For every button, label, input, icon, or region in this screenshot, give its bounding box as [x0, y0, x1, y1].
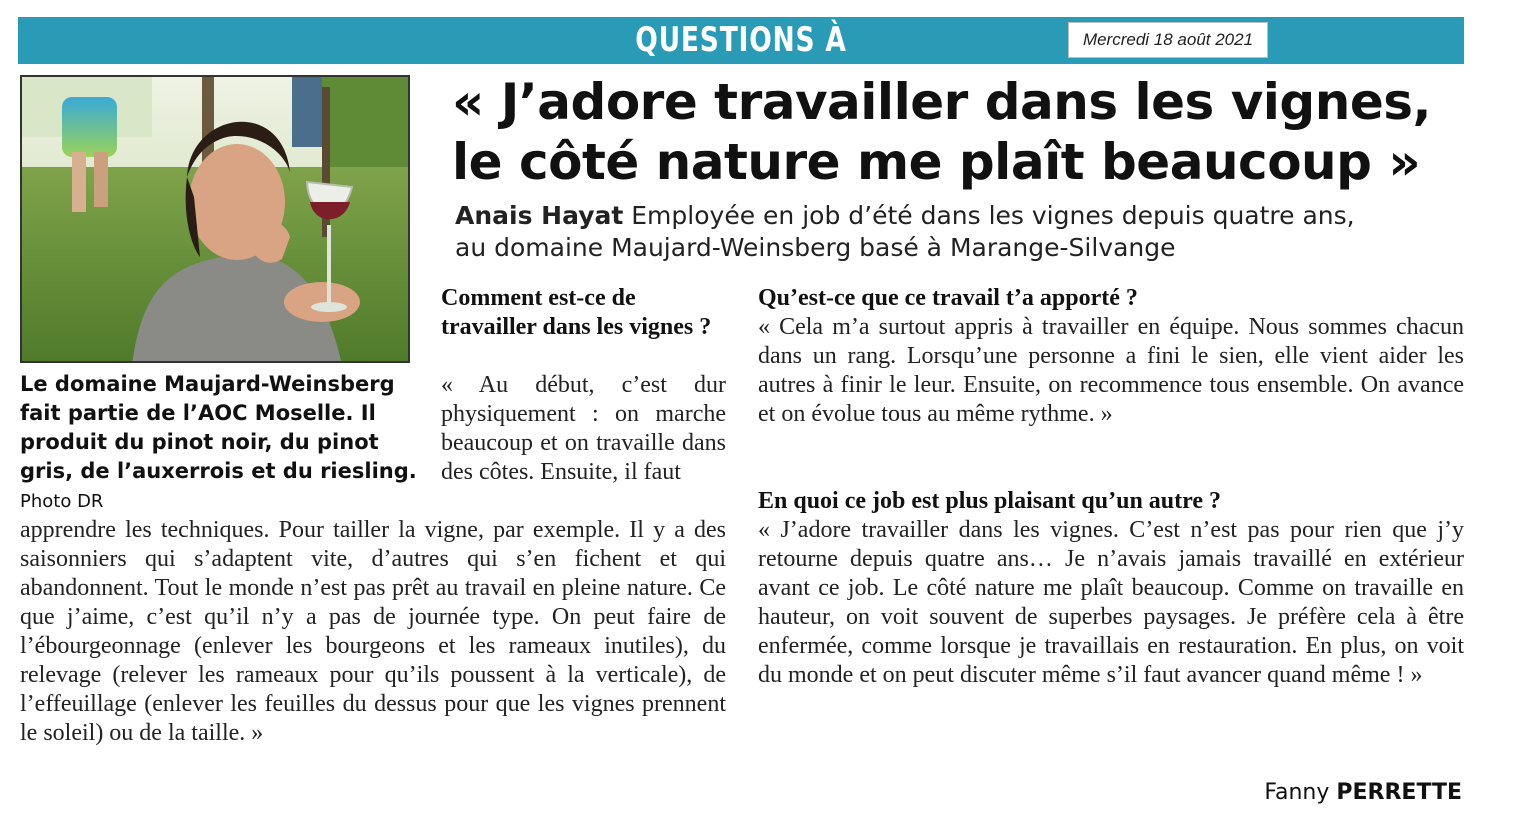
- question-1: Comment est-ce de travailler dans les vignes ?: [441, 285, 712, 340]
- section-title: QUESTIONS À: [635, 20, 847, 60]
- headline: [452, 72, 1462, 192]
- article-photo: [20, 75, 410, 363]
- answer-2: « Cela m’a surtout appris à travailler en équipe. Nous sommes chacun dans un rang. Lorsqu’une personne a fini le sien, elle vient aider les autres à finir le leur. Ensuite, on recommence tous ensemble. On avance et on évolue tous au même rythme. »: [758, 314, 1464, 427]
- photo-credit: Photo DR: [20, 491, 104, 512]
- author-byline: [1264, 780, 1462, 805]
- caption-text: Le domaine Maujard-Weinsberg fait partie de l’AOC Moselle. Il produit du pinot noir, du pinot gris, de l’auxerrois et du riesling.: [20, 372, 417, 483]
- subtitle: [455, 200, 1465, 264]
- answer-3: « J’adore travailler dans les vignes. C’est n’est pas pour rien que j’y retourne depuis quatre ans… Je n’avais jamais travaillé en extérieur avant ce job. Le côté nature me plaît beaucoup. Comme on travaille en hauteur, on voit souvent de superbes paysages. Je préfère cela à être enfermée, comme lorsque je travaillais en restauration. En plus, on voit du monde et on peut discuter même s’il faut avancer quand même ! »: [758, 517, 1464, 688]
- publication-date: Mercredi 18 août 2021: [1068, 22, 1268, 58]
- subtitle-line-2: au domaine Maujard-Weinsberg basé à Marange-Silvange: [455, 233, 1176, 262]
- author-first-name: Fanny: [1264, 780, 1330, 805]
- answer-1-continued: apprendre les techniques. Pour tailler la vigne, par exemple. Il y a des saisonniers qui s’adaptent vite, d’autres qui s’en fichent et qui abandonnent. Tout le monde n’est pas prêt au travail en pleine nature. Ce que j’aime, c’est qu’il n’y a pas de journée type. On peut faire de l’ébourgeonnage (enlever les bourgeons et les rameaux inutiles), du relevage (relever les rameaux pour qu’ils poussent à la verticale), de l’effeuillage (enlever les feuilles du dessus pour que les vignes prennent le soleil) ou de la taille. »: [20, 517, 726, 746]
- photo-caption: [20, 370, 420, 516]
- question-2: Qu’est-ce que ce travail t’a apporté ?: [758, 285, 1138, 311]
- photo-illustration: [22, 77, 410, 363]
- author-last-name: PERRETTE: [1336, 780, 1462, 805]
- headline-line-2: le côté nature me plaît beaucoup »: [452, 133, 1421, 191]
- question-3: En quoi ce job est plus plaisant qu’un autre ?: [758, 488, 1222, 514]
- interviewee-name: Anais Hayat: [455, 201, 624, 230]
- subtitle-line-1: Employée en job d’été dans les vignes depuis quatre ans,: [631, 201, 1355, 230]
- headline-line-1: « J’adore travailler dans les vignes,: [452, 73, 1431, 131]
- answer-1-start: « Au début, c’est dur physiquement : on marche beaucoup et on travaille dans des côtes. Ensuite, il faut: [441, 372, 726, 485]
